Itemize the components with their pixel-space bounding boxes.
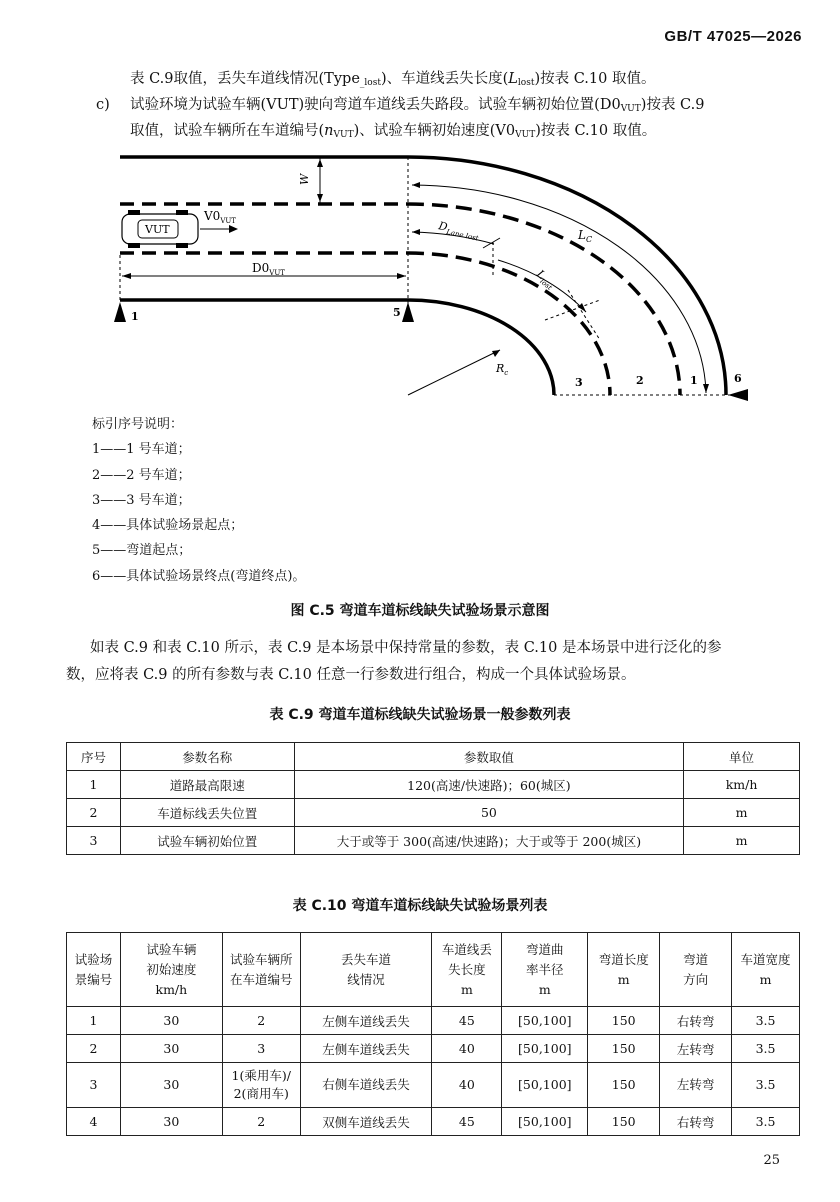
lane-1: 1 (690, 374, 698, 387)
legend-item: 1——1 号车道； (92, 442, 191, 458)
curve-road-diagram (0, 0, 840, 410)
figure-caption: 图 C.5 弯道车道标线缺失试验场景示意图 (290, 603, 550, 619)
table10-header: 丢失车道 线情况 (300, 933, 432, 1007)
table9-caption: 表 C.9 弯道车道标线缺失试验场景一般参数列表 (269, 707, 571, 723)
table-c9 (66, 742, 800, 855)
legend (92, 412, 305, 589)
table10-header: 试验车辆 初始速度 km/h (120, 933, 222, 1007)
marker-1: 1 (131, 310, 139, 323)
label-rc: $R_c$ (496, 362, 509, 377)
table-row: 1 30 2 左侧车道线丢失 45 [50,100] 150 右转弯 3.5 (67, 1007, 800, 1035)
table-row: 2 车道标线丢失位置 50 m (67, 799, 800, 827)
table-row: 2 30 3 左侧车道线丢失 40 [50,100] 150 左转弯 3.5 (67, 1035, 800, 1063)
table-c10 (66, 932, 800, 1136)
table10-header: 试验车辆所 在车道编号 (222, 933, 300, 1007)
table10-header: 弯道长度 m (588, 933, 660, 1007)
standard-number: GB/T 47025—2026 (664, 28, 802, 45)
svg-text:VUT: VUT (145, 223, 170, 236)
table-row: 4 30 2 双侧车道线丢失 45 [50,100] 150 右转弯 3.5 (67, 1108, 800, 1136)
label-w: W (298, 173, 311, 185)
legend-item: 5——弯道起点； (92, 543, 192, 559)
table-row: 3 30 1(乘用车)/ 2(商用车) 右侧车道线丢失 40 [50,100] 150 左转弯 3.5 (67, 1063, 800, 1108)
item-c-line-2: 取值，试验车辆所在车道编号$(n_{VUT})$、试验车辆初始速度$(V0_{VUT})$按表 C.10 取值。 (130, 123, 657, 140)
legend-item: 3——3 号车道； (92, 492, 191, 508)
label-d0: $D0_{VUT}$ (252, 261, 285, 277)
table10-header: 试验场 景编号 (67, 933, 121, 1007)
table10-caption: 表 C.10 弯道车道标线缺失试验场景列表 (292, 898, 548, 914)
legend-item: 6——具体试验场景终点(弯道终点)。 (92, 568, 306, 584)
body-para-line-2: 数，应将表 C.9 的所有参数与表 C.10 任意一行参数进行组合，构成一个具体试验场景。 (66, 667, 636, 683)
table-row: 3 试验车辆初始位置 大于或等于 300(高速/快速路)；大于或等于 200(城区) m (67, 827, 800, 855)
label-dlanelost: $D_{Lane lost}$ (437, 219, 480, 243)
item-c-marker: c) (96, 97, 110, 113)
lane-2: 2 (636, 374, 644, 387)
table10-header: 弯道 方向 (660, 933, 732, 1007)
legend-item: 2——2 号车道； (92, 467, 191, 483)
label-llost: $L_{lost}$ (534, 267, 554, 292)
table9-header: 参数取值 (294, 743, 683, 771)
lane-3: 3 (575, 376, 583, 389)
label-v0: $V0_{VUT}$ (204, 209, 236, 225)
legend-title: 标引序号说明： (92, 417, 184, 432)
body-para-line-1: 如表 C.9 和表 C.10 所示，表 C.9 是本场景中保持常量的参数，表 C.10 是本场景中进行泛化的参 (90, 640, 722, 656)
table9-header: 单位 (684, 743, 800, 771)
table9-header: 参数名称 (120, 743, 294, 771)
item-c-line-1: 试验环境为试验车辆(VUT)驶向弯道车道线丢失路段。试验车辆初始位置$(D0_{VUT})$按表 C.9 (130, 97, 705, 114)
table9-header: 序号 (67, 743, 121, 771)
label-lc: $L_C$ (578, 228, 593, 244)
marker-5: 5 (393, 306, 401, 319)
table10-header: 车道线丢 失长度 m (432, 933, 502, 1007)
page-number: 25 (763, 1153, 780, 1168)
vut-car (122, 210, 198, 248)
table10-header: 弯道曲 率半径 m (502, 933, 588, 1007)
table-row: 1 道路最高限速 120(高速/快速路)；60(城区) km/h (67, 771, 800, 799)
intro-line-1: 表 C.9取值，丢失车道线情况(Type$_{\_lost}$)、车道线丢失长度$(L_{lost})$按表 C.10 取值。 (130, 71, 656, 88)
table10-header: 车道宽度 m (732, 933, 800, 1007)
marker-6: 6 (734, 372, 742, 385)
legend-item: 4——具体试验场景起点； (92, 518, 244, 534)
